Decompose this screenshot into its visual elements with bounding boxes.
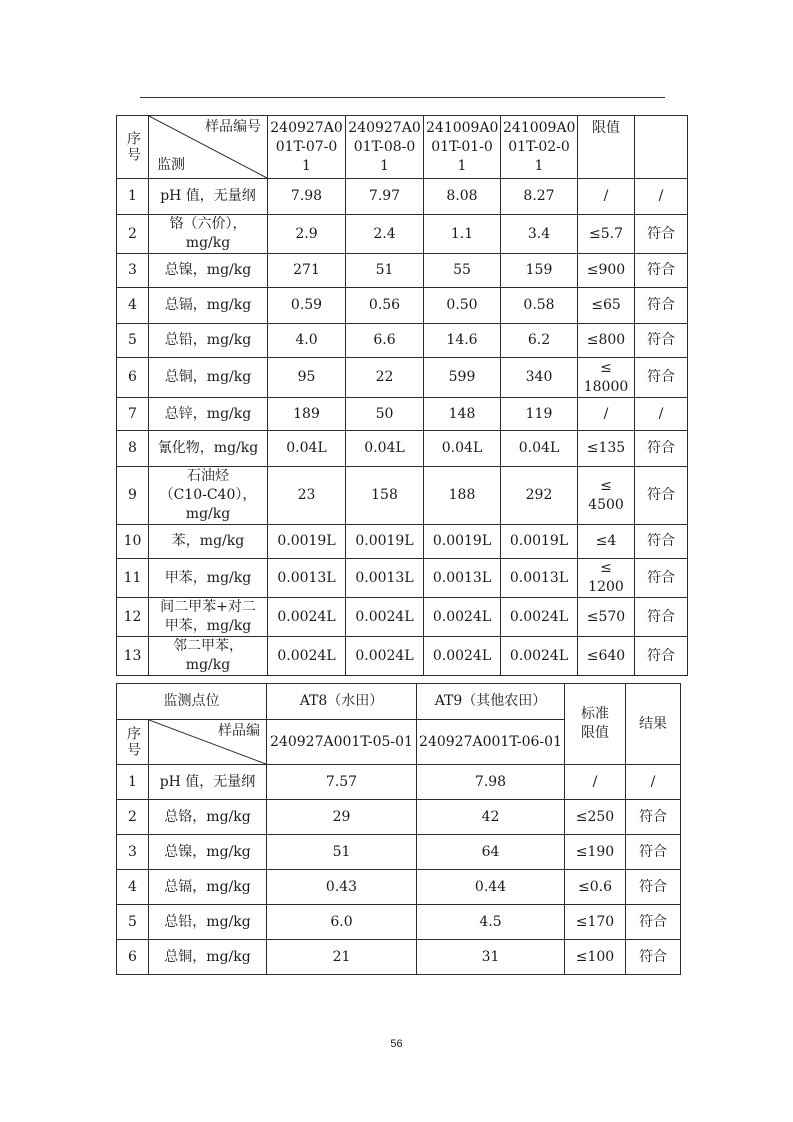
limit-cell-line: ≤135 [586,440,626,456]
limit-cell [578,637,635,676]
limit-cell [578,431,635,467]
value-cell: 0.56 [346,288,424,324]
table-row [117,800,681,835]
limit-cell-line: ≤ [600,560,612,576]
table-row [117,431,688,467]
value-cell: 0.50 [424,288,501,324]
seq-cell: 8 [117,431,149,467]
value-cell: 1.1 [424,215,501,254]
value-cell: 95 [268,358,346,398]
item-cell-line: 总镍，mg/kg [164,262,252,278]
result-header [635,116,688,179]
seq-cell: 1 [117,179,149,215]
sample-id-header-line: 1 [380,157,389,174]
item-cell-line: 间二甲苯+对二 [160,599,256,615]
limit-cell-line: 1200 [588,579,624,595]
result-cell: 符合 [635,288,688,324]
value-cell: 271 [268,254,346,288]
result-cell: 符合 [635,431,688,467]
table-row [117,254,688,288]
value-cell: 0.0019L [268,525,346,559]
limit-cell-line: ≤570 [586,608,626,625]
item-cell-line: 总铜，mg/kg [164,369,252,385]
table-row [117,215,688,254]
sample-id-header-line: 1 [302,157,311,174]
limit-cell [578,324,635,358]
sample-id-header-line: 01T-01-0 [431,138,493,155]
limit-cell [578,358,635,398]
item-cell: pH 值，无量纲 [149,765,267,800]
seq-cell: 10 [117,525,149,559]
sample-id-header-line: 241009A0 [426,119,499,136]
value-cell: 0.58 [501,288,578,324]
limit-cell-line: ≤ [600,477,612,494]
value-cell: 7.97 [346,179,424,215]
item-cell-line: 总铅，mg/kg [164,332,252,348]
seq-cell: 3 [117,835,149,870]
table-row [117,467,688,525]
value-cell: 0.0019L [501,525,578,559]
soil-results-table-2 [116,683,681,975]
value-cell: 4.0 [268,324,346,358]
standard-limit-header-line: 标准 [581,706,609,722]
value-cell: 0.0024L [346,598,424,637]
value-cell: 0.04L [424,431,501,467]
value-cell: 8.08 [424,179,501,215]
value-cell: 189 [268,398,346,431]
value-cell: 29 [267,800,417,835]
table-row [117,598,688,637]
limit-cell-line: ≤800 [586,332,626,348]
table-row [117,940,681,975]
table-row [117,870,681,905]
sample-id-header-line: 01T-02-0 [508,138,570,155]
diagonal-header-item-label: 监测 [157,157,185,173]
sample-id-header-line: 240927A0 [348,119,421,136]
value-cell: 7.98 [417,765,565,800]
value-cell: 0.0024L [268,637,346,676]
value-cell: 64 [417,835,565,870]
limit-cell-line: / [603,188,609,204]
table-row [117,358,688,398]
sample-id-header: 240927A001T-06-01 [417,720,565,765]
value-cell: 599 [424,358,501,398]
seq-cell: 4 [117,870,149,905]
item-cell-line: 氰化物，mg/kg [157,440,259,456]
limit-cell [578,254,635,288]
value-cell: 0.0024L [268,598,346,637]
value-cell: 50 [346,398,424,431]
result-cell: / [635,179,688,215]
result-cell: 符合 [635,598,688,637]
limit-cell-line: ≤4 [595,533,617,549]
diagonal-header-cell [149,116,268,179]
seq-cell: 5 [117,905,149,940]
table-row [117,398,688,431]
result-cell: 符合 [635,215,688,254]
sample-id-header-line: 01T-07-0 [275,138,338,155]
value-cell: 0.0013L [268,559,346,598]
item-cell-line: mg/kg [185,235,231,251]
value-cell: 0.0019L [424,525,501,559]
item-cell [149,559,268,598]
table-row [117,559,688,598]
value-cell: 292 [501,467,578,525]
monitoring-point-label: 监测点位 [117,684,267,720]
value-cell: 23 [268,467,346,525]
header-rule [140,97,665,98]
limit-cell-line: ≤5.7 [589,225,623,242]
item-cell-line: 邻二甲苯， [173,638,243,654]
limit-cell: ≤0.6 [565,870,626,905]
item-cell-line: pH 值，无量纲 [160,188,256,204]
table2-point-row [117,684,681,720]
limit-cell [578,559,635,598]
item-cell [149,431,268,467]
seq-cell: 1 [117,765,149,800]
limit-cell [578,598,635,637]
sample-id-header-line: 241009A0 [503,119,576,136]
result-cell: 符合 [626,940,681,975]
limit-cell [578,215,635,254]
seq-cell: 12 [117,598,149,637]
value-cell: 0.0024L [424,637,501,676]
limit-cell [578,398,635,431]
item-cell [149,525,268,559]
value-cell: 0.04L [268,431,346,467]
value-cell: 4.5 [417,905,565,940]
value-cell: 51 [267,835,417,870]
item-cell [149,288,268,324]
value-cell: 22 [346,358,424,398]
sample-id-header: 240927A001T-05-01 [267,720,417,765]
limit-header: 限值 [578,116,635,179]
item-cell-line: mg/kg [185,657,231,673]
value-cell: 0.04L [346,431,424,467]
result-cell: 符合 [635,559,688,598]
seq-header: 序号 [117,116,149,179]
standard-limit-header-line: 限值 [581,725,609,741]
result-cell: 符合 [626,870,681,905]
value-cell: 119 [501,398,578,431]
result-cell: 符合 [626,905,681,940]
value-cell: 6.6 [346,324,424,358]
page-number: 56 [390,1038,403,1050]
value-cell: 6.2 [501,324,578,358]
item-cell: 总铬，mg/kg [149,800,267,835]
value-cell: 7.98 [268,179,346,215]
value-cell: 0.44 [417,870,565,905]
table-row [117,835,681,870]
value-cell: 0.0013L [424,559,501,598]
limit-cell-line: ≤ [600,359,612,376]
value-cell: 0.0019L [346,525,424,559]
result-cell: / [635,398,688,431]
seq-cell: 2 [117,800,149,835]
standard-limit-header [565,684,626,765]
value-cell: 3.4 [501,215,578,254]
limit-cell-line: / [603,405,609,422]
result-cell: 符合 [635,637,688,676]
item-cell [149,254,268,288]
result-cell: 符合 [635,324,688,358]
value-cell: 0.0013L [501,559,578,598]
value-cell: 31 [417,940,565,975]
limit-cell: / [565,765,626,800]
value-cell: 51 [346,254,424,288]
value-cell: 0.59 [268,288,346,324]
item-cell: 总镉，mg/kg [149,870,267,905]
value-cell: 188 [424,467,501,525]
value-cell: 158 [346,467,424,525]
limit-cell-line: 4500 [588,496,624,513]
value-cell: 2.9 [268,215,346,254]
value-cell: 0.43 [267,870,417,905]
limit-cell-line: 18000 [583,378,629,395]
sample-id-header-line: 240927A0 [270,119,343,136]
value-cell: 0.04L [501,431,578,467]
limit-cell [578,179,635,215]
monitoring-point-name: AT9（其他农田） [417,684,565,720]
item-cell-line: 苯，mg/kg [171,533,245,549]
soil-results-table-1 [116,115,688,676]
limit-cell: ≤100 [565,940,626,975]
item-cell-line: 铬（六价）， [169,216,247,232]
table-row [117,288,688,324]
item-cell-line: （C10-C40）， [159,487,257,503]
seq-cell: 5 [117,324,149,358]
seq-header: 序号 [117,720,149,765]
value-cell: 6.0 [267,905,417,940]
item-cell [149,598,268,637]
item-cell [149,179,268,215]
seq-cell: 7 [117,398,149,431]
value-cell: 159 [501,254,578,288]
limit-cell: ≤170 [565,905,626,940]
diagonal-header-sample-label: 样品编号 [205,119,261,135]
seq-cell: 9 [117,467,149,525]
value-cell: 7.57 [267,765,417,800]
value-cell: 0.0024L [424,598,501,637]
table-row [117,525,688,559]
value-cell: 0.0024L [501,598,578,637]
seq-cell: 6 [117,358,149,398]
result-cell: 符合 [626,800,681,835]
item-cell-line: 甲苯，mg/kg [164,569,252,586]
item-cell-line: 总锌，mg/kg [164,405,252,422]
limit-cell [578,467,635,525]
sample-id-header-line: 1 [457,157,467,174]
diagonal-header-sample-label: 样品编 [218,723,260,739]
monitoring-point-name: AT8（水田） [267,684,417,720]
limit-cell-line: ≤640 [586,647,626,664]
table-row [117,637,688,676]
seq-cell: 3 [117,254,149,288]
item-cell: 总铜，mg/kg [149,940,267,975]
item-cell [149,398,268,431]
seq-cell: 2 [117,215,149,254]
item-cell [149,467,268,525]
sample-id-header [268,116,346,179]
item-cell [149,637,268,676]
limit-cell-line: ≤65 [591,297,621,313]
limit-cell [578,288,635,324]
table1-header-row [117,116,688,179]
item-cell: 总镍，mg/kg [149,835,267,870]
item-cell-line: mg/kg [185,506,231,522]
sample-id-header [424,116,501,179]
sample-id-header [346,116,424,179]
table-row [117,905,681,940]
seq-cell: 6 [117,940,149,975]
limit-cell: ≤250 [565,800,626,835]
value-cell: 42 [417,800,565,835]
value-cell: 0.0013L [346,559,424,598]
seq-cell: 11 [117,559,149,598]
limit-cell: ≤190 [565,835,626,870]
table-row [117,324,688,358]
limit-cell [578,525,635,559]
result-cell: 符合 [635,525,688,559]
result-cell: 符合 [635,254,688,288]
item-cell [149,215,268,254]
table-row [117,179,688,215]
result-cell: / [626,765,681,800]
result-cell: 符合 [635,467,688,525]
item-cell-line: 总镉，mg/kg [164,297,252,313]
result-cell: 符合 [626,835,681,870]
sample-id-header [501,116,578,179]
value-cell: 0.0024L [501,637,578,676]
value-cell: 340 [501,358,578,398]
value-cell: 0.0024L [346,637,424,676]
result-header: 结果 [626,684,681,765]
table-row [117,765,681,800]
item-cell: 总铅，mg/kg [149,905,267,940]
item-cell [149,324,268,358]
limit-cell-line: ≤900 [586,262,626,278]
seq-cell: 4 [117,288,149,324]
sample-id-header-line: 01T-08-0 [353,138,416,155]
value-cell: 148 [424,398,501,431]
item-cell-line: 甲苯，mg/kg [164,618,252,634]
sample-id-header-line: 1 [534,157,544,174]
value-cell: 21 [267,940,417,975]
value-cell: 2.4 [346,215,424,254]
value-cell: 55 [424,254,501,288]
diagonal-header-cell [149,720,267,765]
item-cell-line: 石油烃 [187,468,229,484]
item-cell [149,358,268,398]
seq-cell: 13 [117,637,149,676]
result-cell: 符合 [635,358,688,398]
value-cell: 14.6 [424,324,501,358]
value-cell: 8.27 [501,179,578,215]
